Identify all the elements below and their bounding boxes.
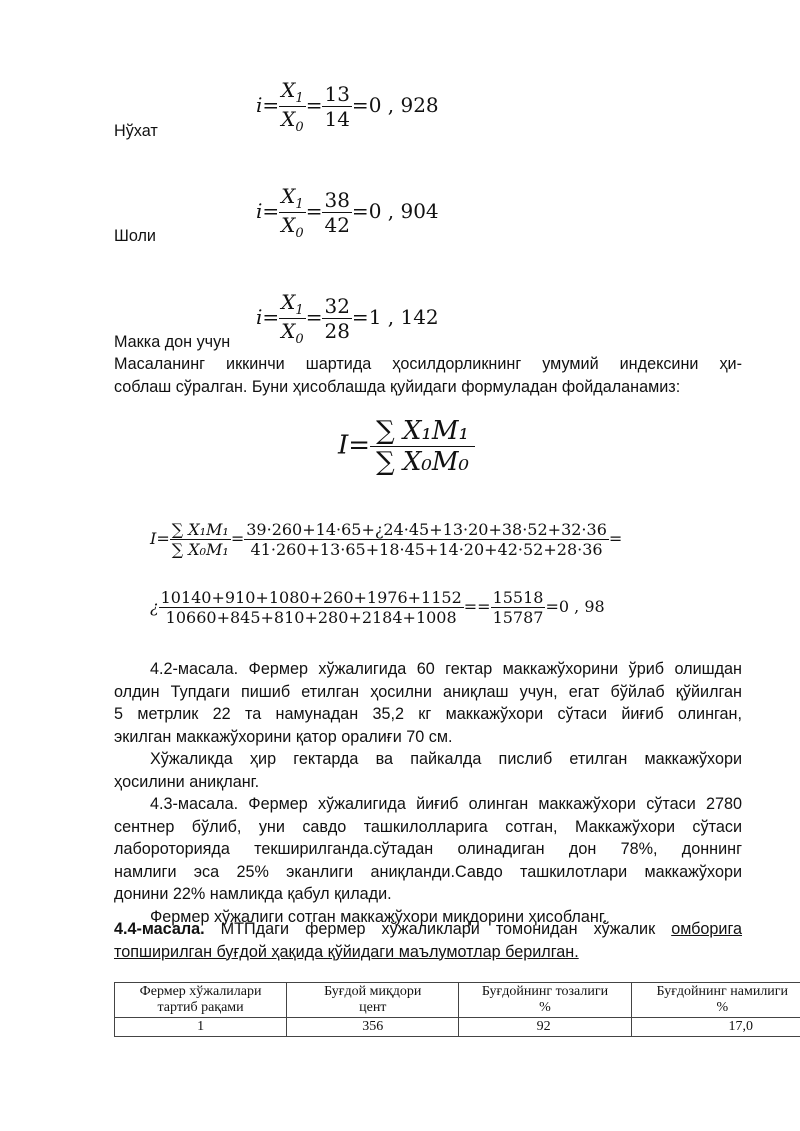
denominator: 28: [324, 319, 350, 343]
crop-label-corn: Макка дон учун: [114, 333, 231, 351]
formula-corn: i= $\frac{X_1}{X_0}$ = $\frac{32}{28}$ =1 , 142: [256, 290, 439, 347]
header-line: цент: [359, 1000, 387, 1015]
x0-symbol: X: [281, 107, 296, 131]
x1-symbol: X: [281, 78, 296, 102]
total-denominator: 15787: [492, 608, 544, 627]
numerator: 38: [324, 188, 350, 212]
header-line: Фермер хўжалилари: [139, 984, 262, 999]
problem-number: 4.4-масала.: [114, 920, 205, 938]
header-line: %: [539, 1000, 551, 1015]
sum-denominator: ∑ X₀M₁: [171, 540, 229, 559]
paragraph-line: намлиги эса 25% эканлиги аниқланди.Савдо ташкилотлари маккажўхори: [114, 862, 742, 881]
formula-chickpea: i= $\frac{X_1}{X_0}$ = $\frac{13}{14}$ =0 , 928: [256, 78, 439, 135]
x1-symbol: X: [281, 290, 296, 314]
paragraph-line: 4.3-масала. Фермер хўжалигида йиғиб олинган маккажўхори сўтаси 2780: [150, 795, 742, 813]
paragraph-line: донини 22% намликда қабул қилади.: [114, 885, 392, 903]
paragraph-line: [114, 918, 742, 941]
header-line: Буғдойнинг намилиги: [656, 984, 789, 999]
paragraph-text: МТПдаги фермер хўжаликлари томонидан хўжалик: [220, 920, 656, 938]
x0-symbol: X: [281, 319, 296, 343]
x0-subscript: 0: [295, 120, 304, 135]
formula-result: 0 , 904: [368, 199, 439, 223]
table-header-row: [115, 983, 800, 1018]
wheat-table-container: [114, 982, 800, 1037]
x1-symbol: X: [281, 184, 296, 208]
paragraph-line: сентнер бўлиб, уни савдо ташкилолларига сотган, Маккажўхори сўтаси: [114, 817, 742, 836]
formula-calculation: I= $\frac{\text{∑ X₁M₁}}{\text{∑ X₀M₁}}$ = $\frac{39\cdot 260+14\cdot 65+¿24\cdot 45+13\cdot 20+38\cdot 52+32\cdot 36}{41\cdot 260+13\cdot 65+18\cdot 45+14\cdot 20+42\cdot 52+28\cdot 36}$ =: [150, 520, 623, 559]
underlined-text: омборига: [671, 920, 743, 938]
table-cell: 356: [287, 1018, 459, 1037]
expression-numerator: 39·260+14·65+¿24·45+13·20+38·52+32·36: [246, 520, 607, 539]
formula-numerator: ∑ X₁M₁: [370, 416, 475, 447]
total-numerator-expression: 10140+910+1080+260+1976+1152: [160, 588, 462, 607]
paragraph-line: Фермер хўжалиги сотган маккажўхори миқдорини ҳисобланг.: [150, 907, 608, 926]
paragraph-line: экилган маккажўхорини қатор оралиғи 70 см.: [114, 727, 453, 746]
total-numerator: 15518: [492, 588, 544, 607]
wheat-table: [114, 982, 800, 1037]
index-symbol: i: [256, 93, 263, 117]
table-header-cell: [287, 983, 459, 1018]
paragraph-yield-index: [114, 353, 742, 398]
paragraph-line: 5 метрлик 22 та намунадан 35,2 кг маккажўхори сўтаси йиғиб олинган,: [114, 705, 742, 723]
paragraph-line: ҳосилини аниқланг.: [114, 772, 260, 791]
paragraph-line: 4.2-масала. Фермер хўжалигида 60 гектар маккажўхорини ўриб олишдан: [150, 660, 742, 678]
table-cell: 17,0: [631, 1018, 800, 1037]
formula-result: 0 , 98: [558, 597, 605, 616]
header-line: Буғдойнинг тозалиги: [481, 984, 609, 999]
numerator: 32: [324, 294, 350, 318]
denominator: 14: [324, 107, 350, 131]
underlined-line: топширилган буғдой ҳақида қўйидаги маълумотлар берилган.: [114, 942, 579, 961]
x0-symbol: X: [281, 213, 296, 237]
table-header-cell: [631, 983, 800, 1018]
header-line: тартиб рақами: [157, 1000, 244, 1015]
numerator: 13: [324, 82, 350, 106]
x1-subscript: 1: [295, 91, 304, 106]
formula-yield-index: I= $\frac{\text{∑ X₁M₁}}{\text{∑ X₀M₀}}$: [338, 416, 475, 477]
problem-4-3: [114, 793, 742, 928]
paragraph-line: Масаланинг иккинчи шартида ҳосилдорликнинг умумий индексини ҳи-: [114, 355, 742, 373]
table-cell: 92: [459, 1018, 631, 1037]
formula-rice: i= $\frac{X_1}{X_0}$ = $\frac{38}{42}$ =0 , 904: [256, 184, 439, 241]
paragraph-line: соблаш сўралган. Буни ҳисоблашда қуйидаги формуладан фойдаланамиз:: [114, 377, 681, 396]
formula-lhs: I: [150, 529, 157, 548]
formula-denominator: ∑ X₀M₀: [376, 447, 469, 477]
index-symbol: i: [256, 305, 263, 329]
formula-result: 1 , 142: [368, 305, 439, 329]
x0-subscript: 0: [295, 226, 304, 241]
paragraph-line: Хўжаликда ҳир гектарда ва пайкалда пислиб етилган маккажўхори: [150, 750, 742, 768]
sum-numerator: ∑ X₁M₁: [171, 520, 229, 539]
formula-calculation-continued: ¿ $\frac{10140+910+1080+260+1976+1152}{10660+845+810+280+2184+1008}$ == $\frac{15518}{15787}$ =0 , 98: [150, 588, 605, 627]
total-denominator-expression: 10660+845+810+280+2184+1008: [165, 608, 457, 627]
paragraph-line: лабороторияда текширилганда.сўтадан олинадиган дон 78%, доннинг: [114, 840, 742, 858]
formula-result: 0 , 928: [368, 93, 439, 117]
x1-subscript: 1: [295, 303, 304, 318]
formula-lhs: I: [338, 430, 349, 461]
table-header-cell: [115, 983, 287, 1018]
paragraph-line: олдин Тупдаги пишиб етилган ҳосилни аниқлаш учун, егат бўйлаб қўйилган: [114, 682, 742, 701]
crop-label-chickpea: Нўхат: [114, 122, 158, 140]
x1-subscript: 1: [295, 197, 304, 212]
table-row: [115, 1018, 800, 1037]
problem-4-2: [114, 658, 742, 793]
double-equals: ==: [463, 597, 491, 616]
index-symbol: i: [256, 199, 263, 223]
continuation-mark: ¿: [150, 597, 159, 616]
crop-label-rice: Шоли: [114, 227, 156, 245]
denominator: 42: [324, 213, 350, 237]
expression-denominator: 41·260+13·65+18·45+14·20+42·52+28·36: [250, 540, 603, 559]
table-cell: 1: [115, 1018, 287, 1037]
table-header-cell: [459, 983, 631, 1018]
x0-subscript: 0: [295, 332, 304, 347]
problem-4-4: [114, 918, 742, 963]
header-line: %: [716, 1000, 729, 1015]
header-line: Буғдой миқдори: [324, 984, 422, 999]
